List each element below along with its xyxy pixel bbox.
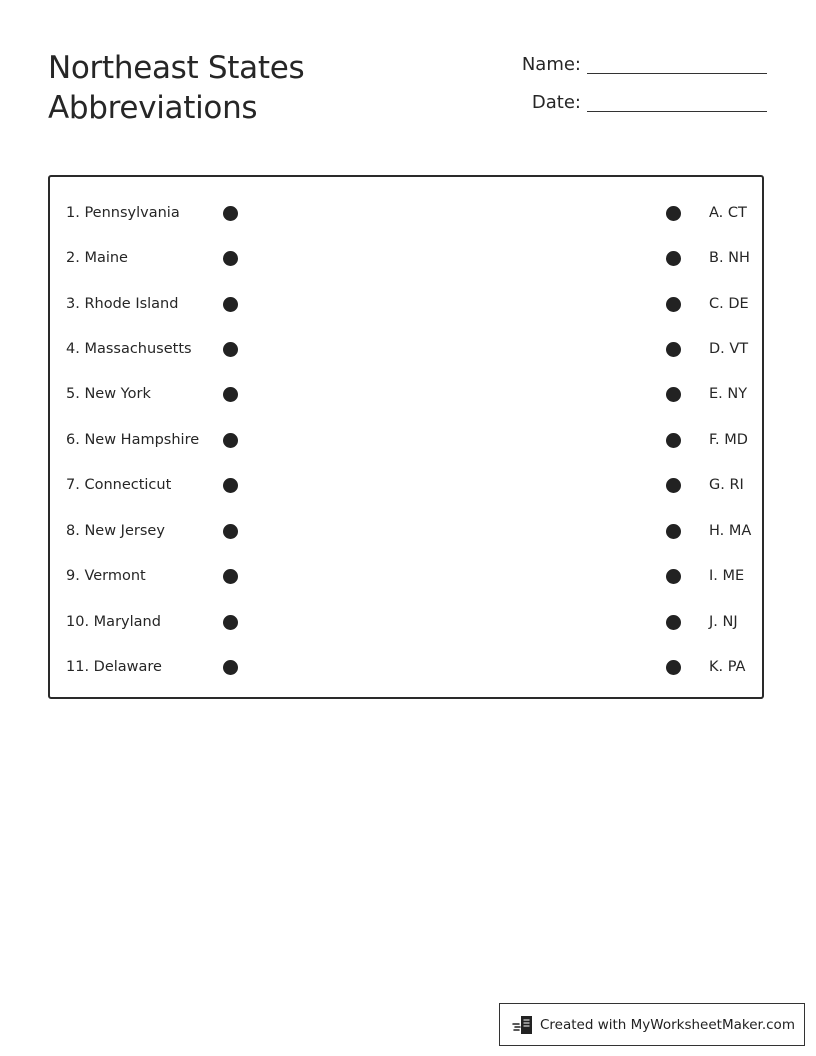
match-row: [50, 380, 766, 408]
right-connector-dot[interactable]: [666, 342, 681, 357]
right-connector-dot[interactable]: [666, 251, 681, 266]
left-connector-dot[interactable]: [223, 478, 238, 493]
state-abbreviation: A. CT: [709, 205, 747, 221]
right-connector-dot[interactable]: [666, 387, 681, 402]
match-row: [50, 244, 766, 272]
state-name: 11. Delaware: [66, 659, 162, 675]
match-row: [50, 653, 766, 681]
state-abbreviation: E. NY: [709, 386, 748, 402]
right-connector-dot[interactable]: [666, 297, 681, 312]
state-abbreviation: K. PA: [709, 659, 746, 675]
left-connector-dot[interactable]: [223, 342, 238, 357]
right-connector-dot[interactable]: [666, 569, 681, 584]
state-abbreviation: I. ME: [709, 568, 745, 584]
title-line-2: Abbreviations: [48, 90, 258, 126]
matching-box: [48, 175, 764, 699]
right-connector-dot[interactable]: [666, 660, 681, 675]
state-abbreviation: J. NJ: [709, 614, 738, 630]
state-name: 7. Connecticut: [66, 477, 172, 493]
worksheet-title: [48, 48, 304, 128]
footer-text: Created with MyWorksheetMaker.com: [540, 1016, 795, 1033]
state-abbreviation: F. MD: [709, 432, 748, 448]
worksheet-logo-icon: [512, 1014, 534, 1036]
state-abbreviation: H. MA: [709, 523, 752, 539]
left-connector-dot[interactable]: [223, 660, 238, 675]
match-row: [50, 199, 766, 227]
left-connector-dot[interactable]: [223, 251, 238, 266]
date-label: Date:: [531, 92, 581, 113]
title-line-1: Northeast States: [48, 50, 305, 86]
state-name: 2. Maine: [66, 250, 128, 266]
left-connector-dot[interactable]: [223, 524, 238, 539]
left-connector-dot[interactable]: [223, 297, 238, 312]
left-connector-dot[interactable]: [223, 569, 238, 584]
right-connector-dot[interactable]: [666, 615, 681, 630]
right-connector-dot[interactable]: [666, 206, 681, 221]
state-abbreviation: G. RI: [709, 477, 744, 493]
date-blank-line[interactable]: [587, 111, 767, 112]
right-connector-dot[interactable]: [666, 433, 681, 448]
match-row: [50, 608, 766, 636]
state-abbreviation: B. NH: [709, 250, 750, 266]
state-name: 6. New Hampshire: [66, 432, 200, 448]
match-row: [50, 562, 766, 590]
state-abbreviation: C. DE: [709, 296, 749, 312]
name-field: [522, 52, 767, 76]
footer-credit[interactable]: [499, 1003, 805, 1046]
left-connector-dot[interactable]: [223, 387, 238, 402]
right-connector-dot[interactable]: [666, 524, 681, 539]
match-row: [50, 517, 766, 545]
state-name: 10. Maryland: [66, 614, 161, 630]
match-row: [50, 290, 766, 318]
state-name: 1. Pennsylvania: [66, 205, 180, 221]
state-name: 9. Vermont: [66, 568, 146, 584]
state-name: 5. New York: [66, 386, 151, 402]
match-row: [50, 471, 766, 499]
match-row: [50, 426, 766, 454]
state-abbreviation: D. VT: [709, 341, 749, 357]
name-label: Name:: [521, 54, 581, 75]
left-connector-dot[interactable]: [223, 433, 238, 448]
state-name: 8. New Jersey: [66, 523, 165, 539]
name-blank-line[interactable]: [587, 73, 767, 74]
date-field: [532, 90, 767, 114]
state-name: 4. Massachusetts: [66, 341, 192, 357]
match-row: [50, 335, 766, 363]
left-connector-dot[interactable]: [223, 206, 238, 221]
right-connector-dot[interactable]: [666, 478, 681, 493]
state-name: 3. Rhode Island: [66, 296, 179, 312]
left-connector-dot[interactable]: [223, 615, 238, 630]
